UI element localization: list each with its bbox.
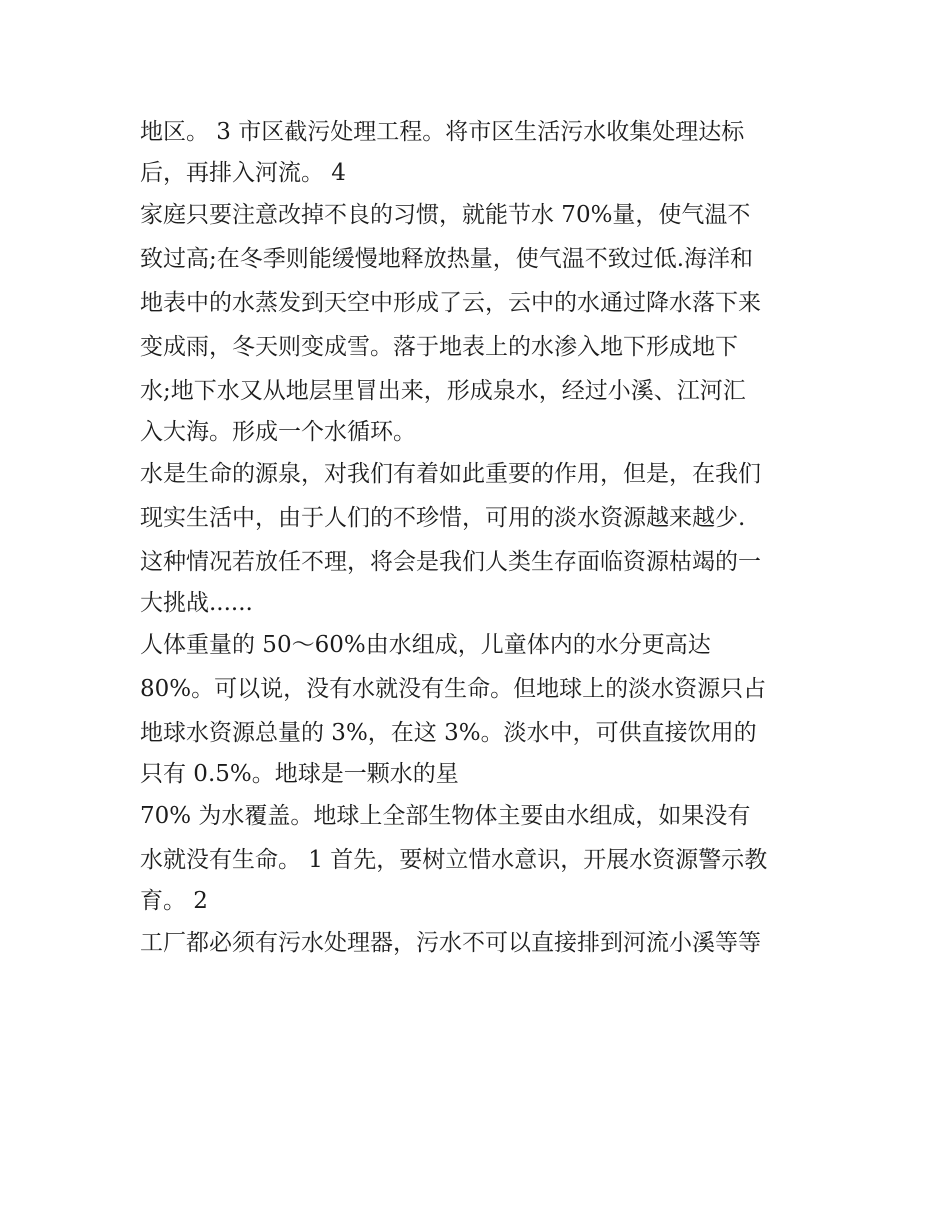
text-line-12: 大挑战...... bbox=[140, 590, 253, 616]
text-line-18: 水就没有生命。 1 首先，要树立惜水意识，开展水资源警示教 bbox=[140, 847, 768, 873]
text-line-1: 地区。 3 市区截污处理工程。将市区生活污水收集处理达标 bbox=[140, 119, 745, 145]
document-body bbox=[140, 110, 830, 965]
text-line-8: 入大海。形成一个水循环。 bbox=[140, 419, 416, 445]
text-line-14: 80%。可以说，没有水就没有生命。但地球上的淡水资源只占 bbox=[140, 676, 767, 702]
text-line-13: 人体重量的 50～60%由水组成，儿童体内的水分更高达 bbox=[140, 632, 711, 658]
text-line-17: 70% 为水覆盖。地球上全部生物体主要由水组成，如果没有 bbox=[140, 803, 751, 829]
text-line-19: 育。 2 bbox=[140, 888, 208, 914]
text-line-15: 地球水资源总量的 3%，在这 3%。淡水中，可供直接饮用的 bbox=[140, 720, 757, 746]
text-line-3: 家庭只要注意改掉不良的习惯，就能节水 70%量，使气温不 bbox=[140, 202, 751, 228]
text-line-5: 地表中的水蒸发到天空中形成了云，云中的水通过降水落下来 bbox=[140, 290, 761, 316]
text-line-10: 现实生活中，由于人们的不珍惜，可用的淡水资源越来越少. bbox=[140, 505, 746, 531]
text-line-7: 水;地下水又从地层里冒出来，形成泉水，经过小溪、江河汇 bbox=[140, 378, 746, 404]
text-line-4: 致过高;在冬季则能缓慢地释放热量，使气温不致过低.海洋和 bbox=[140, 246, 754, 272]
text-line-11: 这种情况若放任不理，将会是我们人类生存面临资源枯竭的一 bbox=[140, 549, 761, 575]
text-line-16: 只有 0.5%。地球是一颗水的星 bbox=[140, 761, 459, 787]
text-line-2: 后，再排入河流。 4 bbox=[140, 160, 346, 186]
text-line-6: 变成雨，冬天则变成雪。落于地表上的水渗入地下形成地下 bbox=[140, 334, 738, 360]
text-line-9: 水是生命的源泉，对我们有着如此重要的作用，但是，在我们 bbox=[140, 461, 761, 487]
text-line-20: 工厂都必须有污水处理器，污水不可以直接排到河流小溪等等 bbox=[140, 930, 761, 956]
